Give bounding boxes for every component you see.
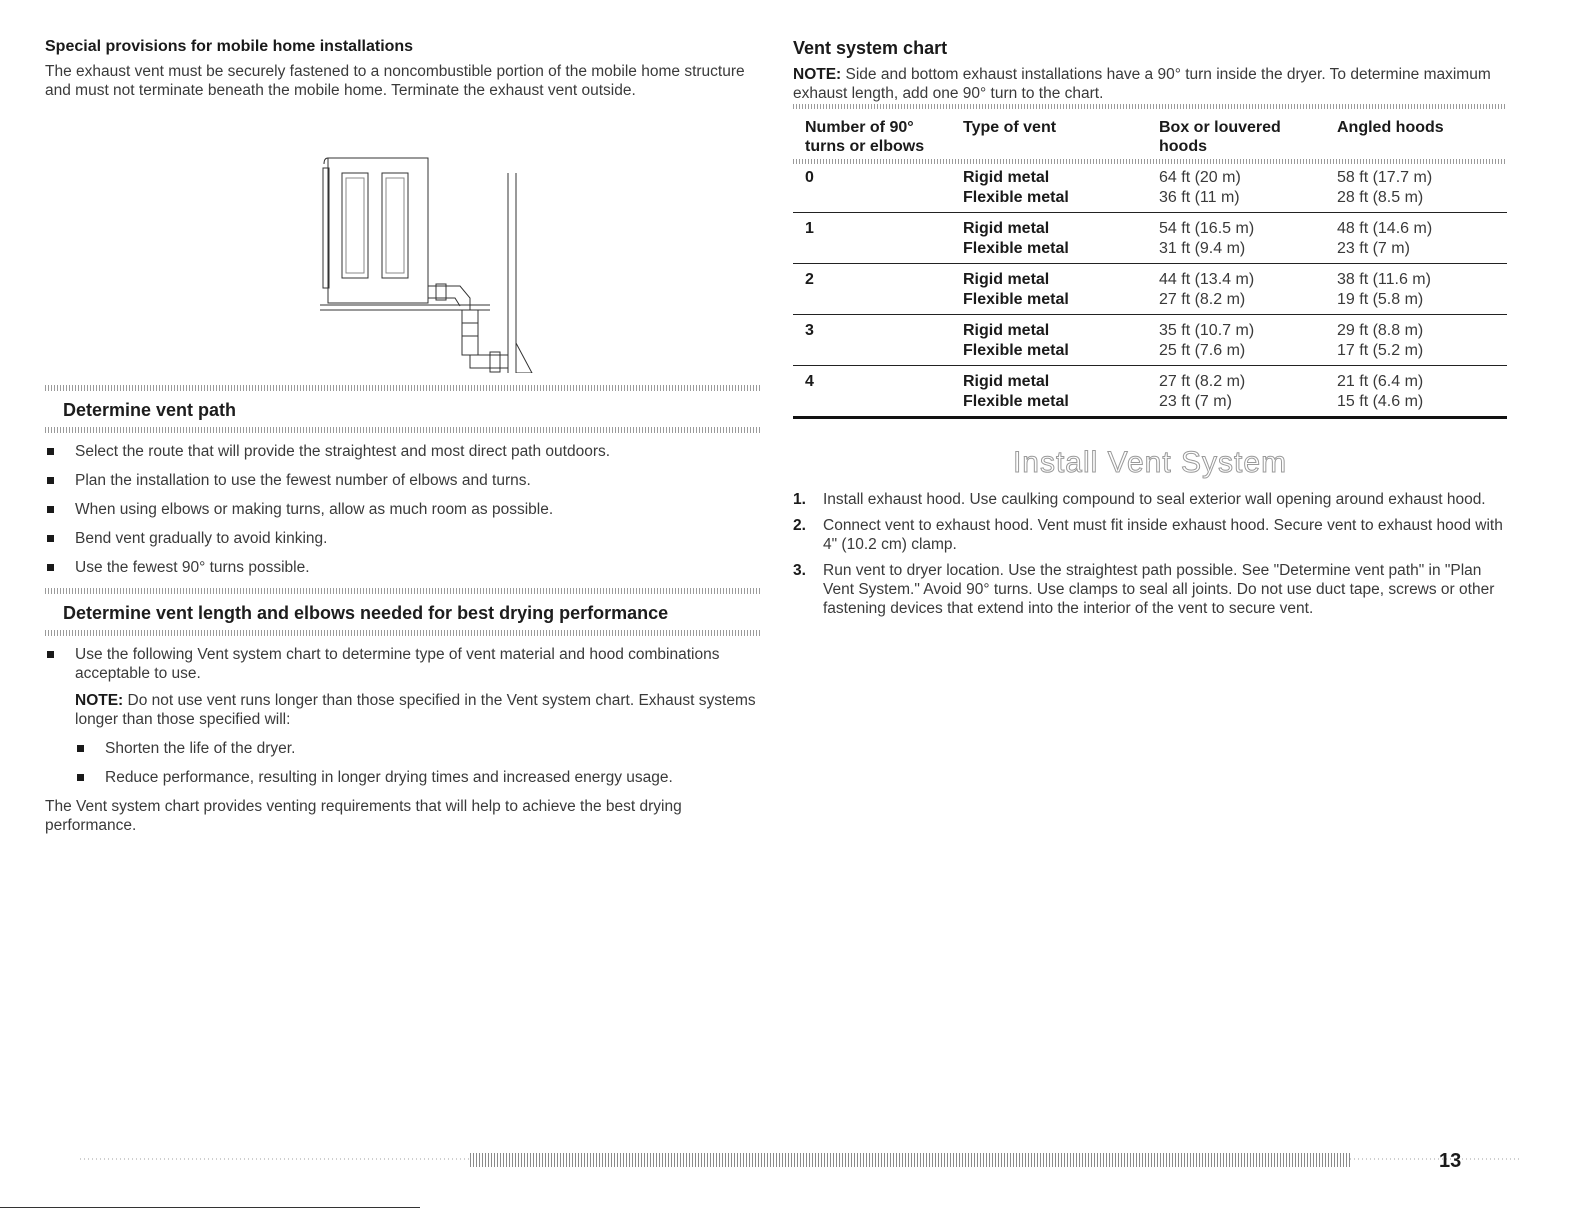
angled-hood-cell	[1325, 315, 1507, 366]
turns-cell	[793, 315, 951, 366]
vent-type-cell	[951, 264, 1147, 315]
cell-value: 31 ft (9.4 m)	[1159, 240, 1246, 257]
cell-value: Rigid metal	[963, 271, 1050, 288]
vent-chart-note	[793, 65, 1507, 103]
cell-value: 25 ft (7.6 m)	[1159, 342, 1246, 359]
box-hood-cell	[1147, 366, 1325, 418]
consequence-list	[45, 739, 760, 787]
cell-value: 21 ft (6.4 m)	[1337, 373, 1424, 390]
step-number: 2.	[793, 517, 806, 534]
angled-hood-cell	[1325, 366, 1507, 418]
vent-length-section-header	[45, 588, 760, 636]
list-item	[793, 561, 1507, 618]
table-row	[793, 264, 1507, 315]
step-text: Install exhaust hood. Use caulking compound to seal exterior wall opening around exhaust hood.	[823, 491, 1486, 508]
note-text: Do not use vent runs longer than those specified in the Vent system chart. Exhaust systems longer than those specified will:	[75, 692, 756, 728]
cell-value: Flexible metal	[963, 291, 1069, 308]
box-hood-cell	[1147, 213, 1325, 264]
footer-dotted-rule	[1350, 1158, 1520, 1160]
header-turns: Number of 90° turns or elbows	[805, 119, 925, 155]
cell-value: 38 ft (11.6 m)	[1337, 271, 1431, 288]
cell-value: Flexible metal	[963, 240, 1069, 257]
vent-length-note	[45, 691, 760, 729]
step-text: Run vent to dryer location. Use the straightest path possible. See "Determine vent path" in "Plan Vent System." Avoid 90° turns. Use clamps to seal all joints. Do not use duct tape, screws or other fastening devices that extend into the interior of the vent to secure vent.	[823, 562, 1495, 617]
cell-value: 35 ft (10.7 m)	[1159, 322, 1255, 339]
vent-path-section-header	[45, 385, 760, 433]
cell-value: Rigid metal	[963, 169, 1050, 186]
list-item: Bend vent gradually to avoid kinking.	[45, 529, 760, 548]
cell-value: 27 ft (8.2 m)	[1159, 373, 1246, 390]
turns-cell	[793, 366, 951, 418]
cell-value: 54 ft (16.5 m)	[1159, 220, 1255, 237]
bottom-rule	[0, 1207, 420, 1208]
vent-chart-heading: Vent system chart	[793, 38, 948, 58]
list-item: Reduce performance, resulting in longer drying times and increased energy usage.	[75, 768, 760, 787]
cell-value: 1	[805, 220, 814, 237]
cell-value: 48 ft (14.6 m)	[1337, 220, 1433, 237]
section-rule	[45, 427, 760, 433]
cell-value: 17 ft (5.2 m)	[1337, 342, 1424, 359]
install-steps	[793, 490, 1507, 625]
table-rule	[793, 104, 1507, 109]
step-number: 3.	[793, 562, 806, 579]
cell-value: 28 ft (8.5 m)	[1337, 189, 1424, 206]
angled-hood-cell	[1325, 162, 1507, 213]
angled-hood-cell	[1325, 213, 1507, 264]
footer-hatch-band	[470, 1153, 1350, 1167]
table-row	[793, 366, 1507, 418]
section-rule	[45, 630, 760, 636]
note-label: NOTE:	[75, 692, 124, 709]
special-provisions-text: The exhaust vent must be securely fastened to a noncombustible portion of the mobile home structure and must not terminate beneath the mobile home. Terminate the exhaust vent outside.	[45, 63, 745, 99]
header-vent-type: Type of vent	[963, 119, 1057, 136]
install-vent-system-heading: Install Vent System	[1012, 446, 1288, 479]
cell-value: Rigid metal	[963, 220, 1050, 237]
step-number: 1.	[793, 491, 806, 508]
footer-dotted-rule	[80, 1158, 470, 1160]
vent-path-list	[45, 442, 760, 587]
cell-value: Flexible metal	[963, 342, 1069, 359]
cell-value: 23 ft (7 m)	[1337, 240, 1410, 257]
header-angled-hoods: Angled hoods	[1337, 119, 1444, 136]
cell-value: 2	[805, 271, 814, 288]
vent-type-cell	[951, 315, 1147, 366]
vent-length-content	[45, 645, 760, 835]
cell-value: 58 ft (17.7 m)	[1337, 169, 1433, 186]
turns-cell	[793, 264, 951, 315]
box-hood-cell	[1147, 162, 1325, 213]
list-item: Use the fewest 90° turns possible.	[45, 558, 760, 577]
cell-value: 29 ft (8.8 m)	[1337, 322, 1424, 339]
table-row	[793, 315, 1507, 366]
vent-length-list	[45, 645, 760, 683]
box-hood-cell	[1147, 264, 1325, 315]
table-rule	[793, 159, 1507, 164]
cell-value: Flexible metal	[963, 393, 1069, 410]
vent-type-cell	[951, 162, 1147, 213]
left-column	[45, 38, 760, 834]
vent-length-heading: Determine vent length and elbows needed for best drying performance	[63, 603, 669, 623]
table-row	[793, 213, 1507, 264]
right-column	[793, 38, 1507, 617]
vent-system-table	[793, 110, 1507, 419]
list-item: Select the route that will provide the straightest and most direct path outdoors.	[45, 442, 760, 461]
cell-value: Rigid metal	[963, 373, 1050, 390]
turns-cell	[793, 162, 951, 213]
mobile-home-vent-diagram	[320, 138, 540, 373]
cell-value: 44 ft (13.4 m)	[1159, 271, 1255, 288]
cell-value: 0	[805, 169, 814, 186]
vent-path-heading: Determine vent path	[63, 400, 237, 420]
step-text: Connect vent to exhaust hood. Vent must fit inside exhaust hood. Secure vent to exhaust hood with 4" (10.2 cm) clamp.	[823, 517, 1503, 553]
cell-value: 3	[805, 322, 814, 339]
list-item	[793, 490, 1507, 509]
cell-value: 19 ft (5.8 m)	[1337, 291, 1424, 308]
cell-value: Rigid metal	[963, 322, 1050, 339]
cell-value: 64 ft (20 m)	[1159, 169, 1241, 186]
special-provisions-heading: Special provisions for mobile home installations	[45, 38, 414, 55]
cell-value: 36 ft (11 m)	[1159, 189, 1240, 206]
list-item: Shorten the life of the dryer.	[75, 739, 760, 758]
note-text: Side and bottom exhaust installations have a 90° turn inside the dryer. To determine maximum exhaust length, add one 90° turn to the chart.	[793, 66, 1491, 102]
turns-cell	[793, 213, 951, 264]
list-item: Plan the installation to use the fewest number of elbows and turns.	[45, 471, 760, 490]
list-item	[793, 516, 1507, 554]
header-box-hoods: Box or louvered hoods	[1159, 119, 1281, 155]
vent-type-cell	[951, 366, 1147, 418]
cell-value: Flexible metal	[963, 189, 1069, 206]
table-row	[793, 162, 1507, 213]
note-label: NOTE:	[793, 66, 842, 83]
page-number: 13	[1439, 1150, 1462, 1172]
table-header-row	[793, 110, 1507, 162]
cell-value: 23 ft (7 m)	[1159, 393, 1232, 410]
cell-value: 15 ft (4.6 m)	[1337, 393, 1424, 410]
cell-value: 27 ft (8.2 m)	[1159, 291, 1246, 308]
vent-type-cell	[951, 213, 1147, 264]
list-item: Use the following Vent system chart to determine type of vent material and hood combinations acceptable to use.	[45, 645, 760, 683]
angled-hood-cell	[1325, 264, 1507, 315]
list-item: When using elbows or making turns, allow as much room as possible.	[45, 500, 760, 519]
closing-text: The Vent system chart provides venting requirements that will help to achieve the best drying performance.	[45, 798, 682, 834]
box-hood-cell	[1147, 315, 1325, 366]
cell-value: 4	[805, 373, 814, 390]
